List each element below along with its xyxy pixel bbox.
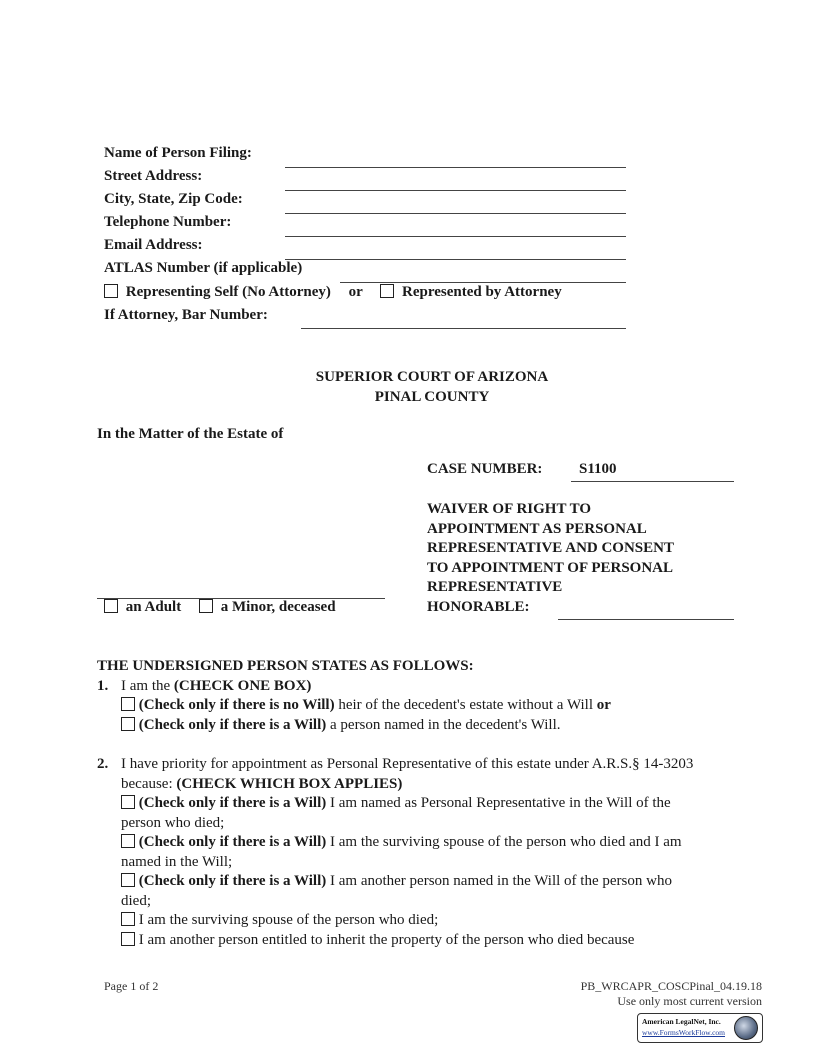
logo-company: American LegalNet, Inc. [642, 1017, 721, 1026]
representing-self-checkbox[interactable] [104, 284, 118, 298]
bar-number-input-line[interactable] [301, 328, 626, 329]
named-in-will-checkbox[interactable] [121, 717, 135, 731]
representing-self-label: Representing Self (No Attorney) [125, 284, 331, 300]
represented-by-attorney-checkbox[interactable] [380, 284, 394, 298]
no-will-text: heir of the decedent's estate without a Will [334, 697, 597, 713]
case-number-value[interactable]: S1100 [579, 461, 617, 477]
city-input-line[interactable] [285, 213, 626, 214]
email-label: Email Address: [104, 237, 203, 253]
honorable-label: HONORABLE: [427, 599, 530, 615]
adult-minor-row [104, 599, 336, 616]
name-of-person-filing-label: Name of Person Filing: [104, 145, 252, 161]
item-2-line-2 [121, 775, 771, 795]
page-number: Page 1 of 2 [104, 979, 159, 993]
representation-row [104, 283, 562, 301]
item-2-option-e [121, 931, 771, 951]
will-condition: (Check only if there is a Will) [138, 717, 327, 733]
street-address-label: Street Address: [104, 168, 203, 184]
or-label: or [348, 284, 363, 300]
form-id: PB_WRCAPR_COSCPinal_04.19.18 [580, 979, 762, 993]
option-a-text-1: I am named as Personal Representative in the Will of the [326, 795, 671, 811]
no-will-condition: (Check only if there is no Will) [138, 697, 335, 713]
name-input-line[interactable] [285, 167, 626, 168]
option-c-condition: (Check only if there is a Will) [138, 873, 327, 889]
logo-url[interactable]: www.FormsWorkFlow.com [642, 1028, 726, 1037]
will-text: a person named in the decedent's Will. [326, 717, 561, 733]
option-e-text: I am another person entitled to inherit the property of the person who died because [138, 932, 635, 948]
option-b-text-2: named in the Will; [121, 853, 233, 870]
phone-input-line[interactable] [285, 236, 626, 237]
city-state-zip-label: City, State, Zip Code: [104, 191, 243, 207]
county-name: PINAL COUNTY [374, 389, 490, 405]
atlas-number-label: ATLAS Number (if applicable) [104, 260, 303, 276]
globe-icon [734, 1016, 758, 1040]
option-a-condition: (Check only if there is a Will) [138, 795, 327, 811]
statement-heading: THE UNDERSIGNED PERSON STATES AS FOLLOWS: [97, 658, 474, 674]
item-2-number: 2. [97, 756, 109, 772]
email-input-line[interactable] [285, 259, 626, 260]
adult-label: an Adult [125, 599, 182, 615]
item-2-option-c [121, 872, 771, 911]
title-line: APPOINTMENT AS PERSONAL [427, 520, 647, 537]
title-line: WAIVER OF RIGHT TO [427, 501, 592, 517]
minor-checkbox[interactable] [199, 599, 213, 613]
item-2-option-b [121, 833, 771, 872]
title-line: REPRESENTATIVE AND CONSENT [427, 540, 674, 557]
item-1-option-will [121, 716, 561, 736]
minor-label: a Minor, deceased [220, 599, 336, 615]
item-1-instruction: (CHECK ONE BOX) [173, 678, 312, 694]
represented-by-attorney-label: Represented by Attorney [402, 284, 562, 300]
item-1-option-no-will [121, 696, 611, 716]
item-1-intro-text: I am the [121, 678, 174, 694]
case-number-label: CASE NUMBER: [427, 461, 543, 477]
surviving-spouse-checkbox[interactable] [121, 912, 135, 926]
item-2-instruction: (CHECK WHICH BOX APPLIES) [176, 775, 403, 792]
no-will-or: or [596, 697, 611, 713]
case-number-line [571, 481, 734, 482]
title-line: TO APPOINTMENT OF PERSONAL [427, 559, 674, 576]
version-note: Use only most current version [617, 994, 762, 1008]
court-heading [232, 367, 632, 407]
item-1-intro [121, 677, 311, 697]
option-c-text-1: I am another person named in the Will of the person who [326, 873, 672, 889]
adult-checkbox[interactable] [104, 599, 118, 613]
option-b-condition: (Check only if there is a Will) [138, 834, 327, 850]
item-2-intro [121, 755, 771, 794]
form-info [462, 979, 762, 1009]
court-name: SUPERIOR COURT OF ARIZONA [315, 369, 549, 385]
item-1-number: 1. [97, 678, 109, 694]
item-2-because: because: [121, 775, 177, 792]
no-will-heir-checkbox[interactable] [121, 697, 135, 711]
item-2-line-1: I have priority for appointment as Personal Representative of this estate under A.R.S.§ 14-3203 [121, 756, 694, 772]
other-named-checkbox[interactable] [121, 873, 135, 887]
matter-of-estate-label: In the Matter of the Estate of [97, 426, 284, 442]
option-a-text-2: person who died; [121, 814, 225, 831]
other-heir-checkbox[interactable] [121, 932, 135, 946]
bar-number-label: If Attorney, Bar Number: [104, 307, 268, 323]
named-pr-checkbox[interactable] [121, 795, 135, 809]
spouse-named-checkbox[interactable] [121, 834, 135, 848]
title-line: REPRESENTATIVE [427, 579, 563, 596]
telephone-label: Telephone Number: [104, 214, 232, 230]
item-2-option-d [121, 911, 771, 931]
option-d-text: I am the surviving spouse of the person who died; [138, 912, 439, 928]
honorable-line[interactable] [558, 619, 734, 620]
document-title [427, 500, 674, 598]
option-b-text-1: I am the surviving spouse of the person who died and I am [326, 834, 682, 850]
legalnet-logo[interactable] [637, 1013, 763, 1043]
option-c-text-2: died; [121, 892, 151, 909]
street-input-line[interactable] [285, 190, 626, 191]
item-2-option-a [121, 794, 771, 833]
